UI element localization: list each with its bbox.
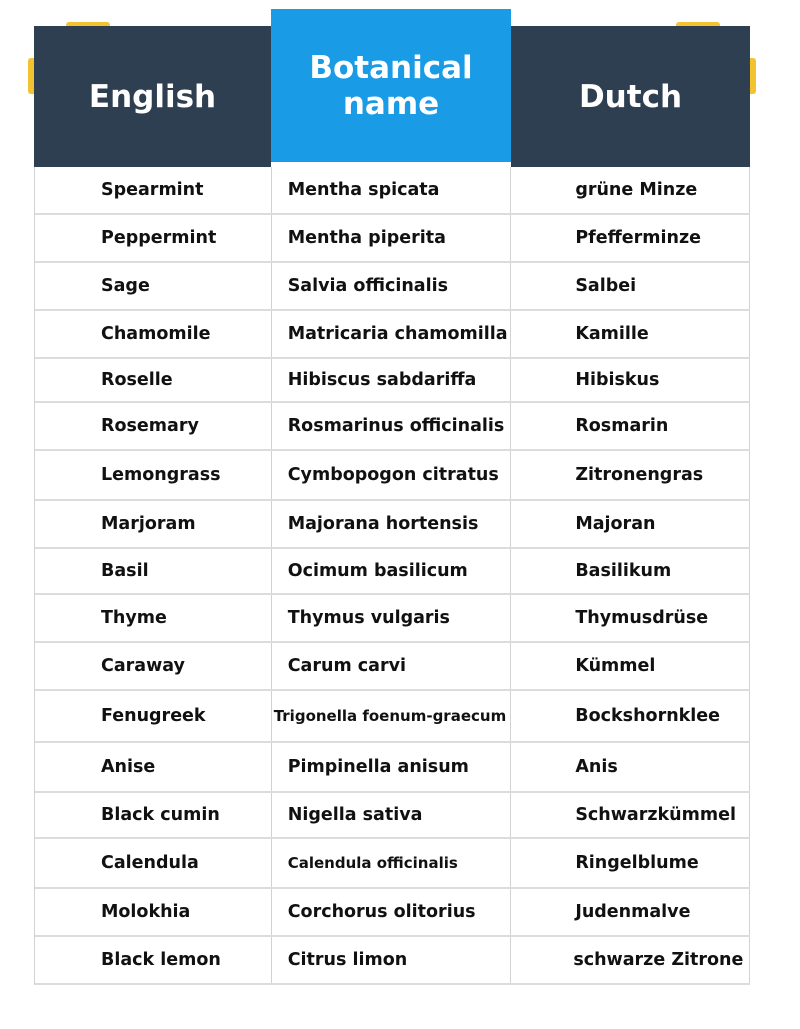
cell-dutch: schwarze Zitrone [511,937,750,983]
cell-english: Thyme [35,595,272,641]
cell-botanical: Pimpinella anisum [272,743,512,791]
table-row [35,215,750,263]
cell-english: Rosemary [35,403,272,449]
cell-english: Spearmint [35,167,272,213]
table-row [35,595,750,643]
cell-botanical: Mentha spicata [272,167,512,213]
cell-english: Anise [35,743,272,791]
header-english: English [34,26,271,167]
cell-english: Calendula [35,839,272,887]
table-header [34,26,750,167]
cell-english: Basil [35,549,272,593]
herb-translation-table [34,26,750,985]
cell-botanical: Corchorus olitorius [272,889,512,935]
cell-dutch: Rosmarin [511,403,750,449]
cell-botanical: Citrus limon [272,937,512,983]
cell-dutch: Basilikum [511,549,750,593]
cell-dutch: Anis [511,743,750,791]
table-row [35,937,750,985]
cell-english: Sage [35,263,272,309]
cell-dutch: Kümmel [511,643,750,689]
cell-botanical: Nigella sativa [272,793,512,837]
cell-english: Black cumin [35,793,272,837]
cell-dutch: Judenmalve [511,889,750,935]
cell-dutch: Ringelblume [511,839,750,887]
table-row [35,793,750,839]
table-row [35,743,750,793]
table-row [35,889,750,937]
table-row [35,643,750,691]
header-dutch: Dutch [511,26,750,167]
table-row [35,263,750,311]
table-row [35,501,750,549]
cell-dutch: Thymusdrüse [511,595,750,641]
table-row [35,839,750,889]
cell-dutch: Majoran [511,501,750,547]
cell-botanical: Thymus vulgaris [272,595,512,641]
table-row [35,311,750,359]
table-row [35,549,750,595]
cell-dutch: Schwarzkümmel [511,793,750,837]
cell-botanical: Calendula officinalis [272,839,512,887]
table-body [34,167,750,985]
cell-dutch: Zitronengras [511,451,750,499]
table-row [35,403,750,451]
cell-botanical: Matricaria chamomilla [272,311,512,357]
cell-botanical: Cymbopogon citratus [272,451,512,499]
cell-english: Peppermint [35,215,272,261]
cell-english: Caraway [35,643,272,689]
cell-english: Lemongrass [35,451,272,499]
cell-dutch: Salbei [511,263,750,309]
cell-dutch: grüne Minze [511,167,750,213]
cell-english: Chamomile [35,311,272,357]
cell-botanical: Salvia officinalis [272,263,512,309]
cell-english: Marjoram [35,501,272,547]
table-row [35,691,750,743]
cell-botanical: Ocimum basilicum [272,549,512,593]
table-row [35,359,750,403]
cell-dutch: Bockshornklee [511,691,750,741]
cell-dutch: Pfefferminze [511,215,750,261]
cell-dutch: Kamille [511,311,750,357]
cell-botanical: Rosmarinus officinalis [272,403,512,449]
cell-botanical: Carum carvi [272,643,512,689]
cell-english: Molokhia [35,889,272,935]
table-row [35,167,750,215]
cell-botanical: Trigonella foenum-graecum [272,691,512,741]
cell-english: Roselle [35,359,272,401]
cell-botanical: Mentha piperita [272,215,512,261]
cell-english: Black lemon [35,937,272,983]
header-botanical-name: Botanical name [271,9,511,162]
cell-botanical: Hibiscus sabdariffa [272,359,512,401]
cell-dutch: Hibiskus [511,359,750,401]
cell-english: Fenugreek [35,691,272,741]
table-row [35,451,750,501]
cell-botanical: Majorana hortensis [272,501,512,547]
